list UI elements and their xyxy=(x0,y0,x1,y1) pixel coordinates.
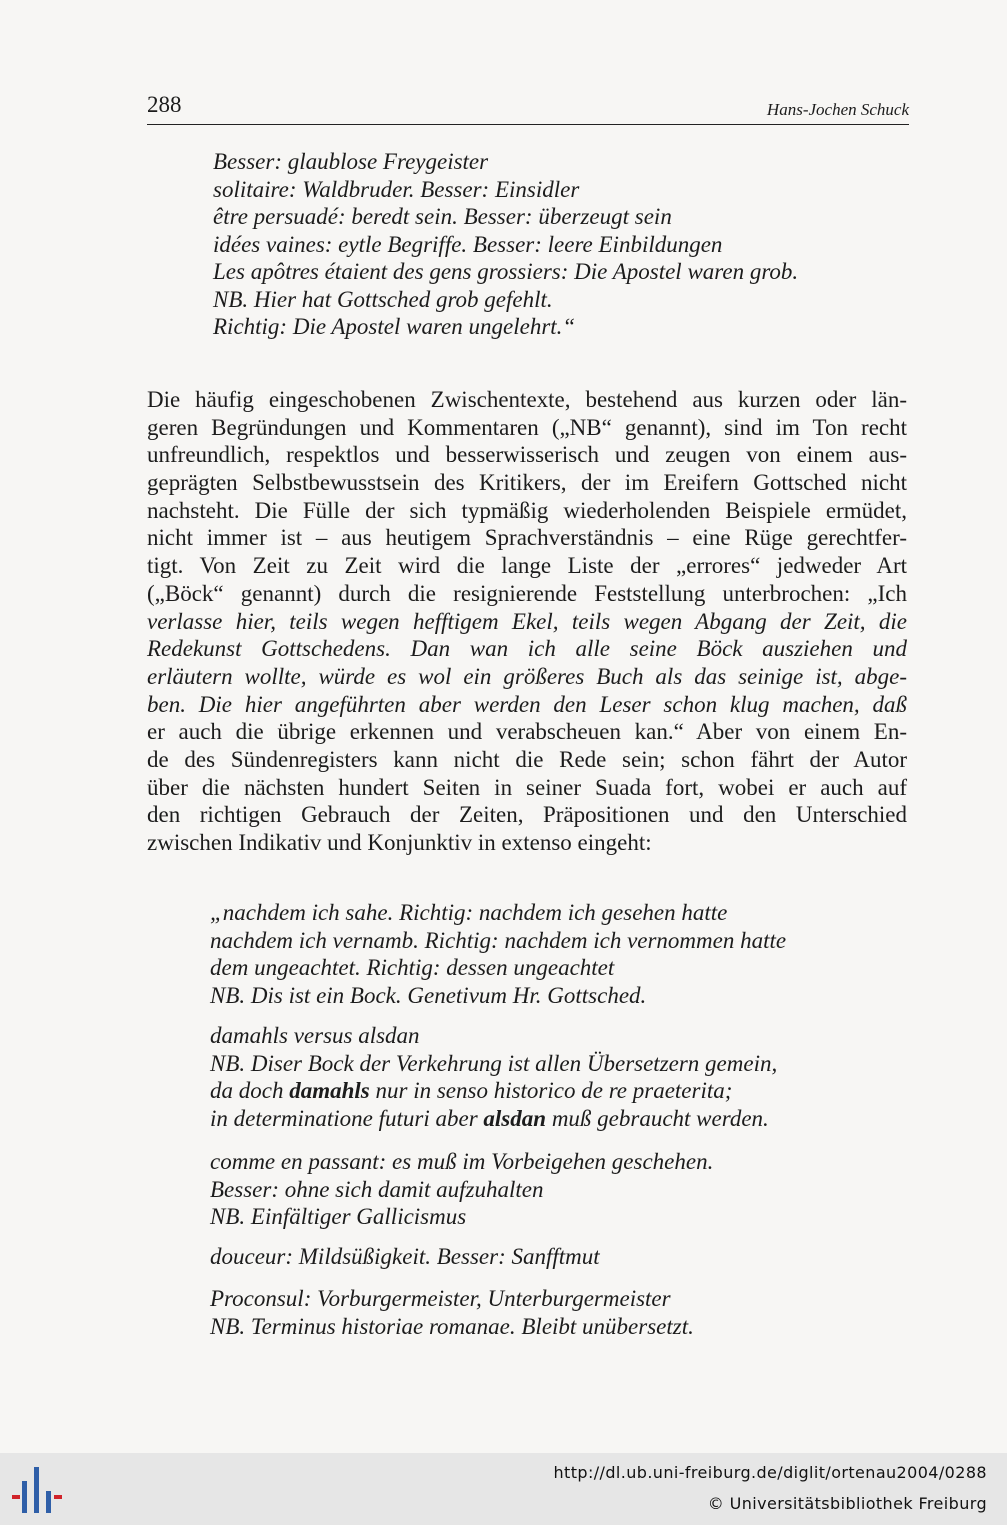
bold-term-damahls: damahls xyxy=(289,1078,370,1103)
body-line: geprägten Selbstbewusstsein des Kritikers, der im Ereifern Gottsched nicht xyxy=(147,470,907,496)
quote-line: douceur: Mildsüßigkeit. Besser: Sanfftmut xyxy=(210,1244,600,1269)
quote-line: NB. Einfältiger Gallicismus xyxy=(210,1204,467,1229)
running-head: Hans-Jochen Schuck xyxy=(766,100,909,119)
page-header xyxy=(147,92,909,125)
body-line: Die häufig eingeschobenen Zwischentexte, bestehend aus kurzen oder län- xyxy=(147,387,907,412)
quote-line: Besser: glaublose Freygeister xyxy=(213,149,489,174)
body-line: verlasse hier, teils wegen hefftigem Ekel, teils wegen Abgang der Zeit, die xyxy=(147,608,907,634)
body-line: Redekunst Gottschedens. Dan wan ich alle seine Böck ausziehen und xyxy=(147,636,907,662)
body-line: tigt. Von Zeit zu Zeit wird die lange Liste der „errores“ jedweder Art xyxy=(147,553,907,579)
body-line: nachsteht. Die Fülle der sich typmäßig wiederholenden Beispiele ermüdet, xyxy=(147,497,907,523)
quote-text: in determinatione futuri aber xyxy=(210,1105,484,1131)
footer-bar xyxy=(0,1453,1007,1525)
quote-block-2b xyxy=(210,1022,777,1132)
source-url-link[interactable]: http://dl.ub.uni-freiburg.de/diglit/ortenau2004/0288 xyxy=(553,1463,987,1482)
quote-line xyxy=(210,1077,777,1105)
body-line: geren Begründungen und Kommentaren („NB“ genannt), sind im Ton recht xyxy=(147,414,907,440)
quote-line: NB. Diser Bock der Verkehrung ist allen Übersetzern gemein, xyxy=(210,1050,778,1076)
body-line: über die nächsten hundert Seiten in seiner Suada fort, wobei er auch auf xyxy=(147,774,907,800)
quote-text: nur in senso historico de re praeterita; xyxy=(369,1078,733,1103)
bold-term-alsdan: alsdan xyxy=(483,1105,547,1131)
quote-text: muß gebraucht werden. xyxy=(546,1105,769,1131)
quote-line xyxy=(210,1105,777,1133)
quote-line: damahls versus alsdan xyxy=(210,1023,420,1048)
quote-line: solitaire: Waldbruder. Besser: Einsidler xyxy=(213,176,580,202)
body-line: zwischen Indikativ und Konjunktiv in extenso eingeht: xyxy=(147,830,652,855)
body-line: erläutern wollte, würde es wol ein größeres Buch als das seinige ist, abge- xyxy=(147,663,907,689)
quote-line: dem ungeachtet. Richtig: dessen ungeachtet xyxy=(210,955,615,980)
quote-line: Proconsul: Vorburgermeister, Unterburgermeister xyxy=(210,1286,671,1311)
quote-block-2c xyxy=(210,1148,713,1231)
page-number: 288 xyxy=(147,92,182,117)
quote-line: être persuadé: beredt sein. Besser: überzeugt sein xyxy=(213,204,672,229)
quote-line: Les apôtres étaient des gens grossiers: Die Apostel waren grob. xyxy=(213,259,799,284)
quote-line: NB. Dis ist ein Bock. Genetivum Hr. Gottsched. xyxy=(210,982,647,1008)
quote-block-2a xyxy=(210,899,786,1009)
quote-text: da doch xyxy=(210,1078,290,1103)
quote-line: NB. Terminus historiae romanae. Bleibt unübersetzt. xyxy=(210,1313,694,1339)
body-line: nicht immer ist – aus heutigem Sprachverständnis – eine Rüge gerechtfer- xyxy=(147,525,907,551)
body-line: („Böck“ genannt) durch die resignierende Feststellung unterbrochen: „Ich xyxy=(147,580,907,606)
quote-line: NB. Hier hat Gottsched grob gefehlt. xyxy=(213,286,553,312)
quote-line: nachdem ich vernamb. Richtig: nachdem ich vernommen hatte xyxy=(210,927,787,953)
quote-line: Besser: ohne sich damit aufzuhalten xyxy=(210,1176,544,1202)
quote-line: Richtig: Die Apostel waren ungelehrt.“ xyxy=(213,314,576,339)
body-line: den richtigen Gebrauch der Zeiten, Präpositionen und den Unterschied xyxy=(147,802,907,828)
body-line: ben. Die hier angeführten aber werden den Leser schon klug machen, daß xyxy=(147,691,907,717)
quote-block-2d xyxy=(210,1243,600,1271)
quote-line: idées vaines: eytle Begriffe. Besser: leere Einbildungen xyxy=(213,231,723,257)
quote-block-2e xyxy=(210,1285,694,1340)
copyright-notice: © Universitätsbibliothek Freiburg xyxy=(707,1494,987,1513)
body-line: er auch die übrige erkennen und verabscheuen kan.“ Aber von einem En- xyxy=(147,719,907,745)
body-paragraph xyxy=(147,386,907,857)
body-line: unfreundlich, respektlos und besserwisserisch und zeugen von einem aus- xyxy=(147,442,907,468)
body-line: de des Sündenregisters kann nicht die Rede sein; schon fährt der Autor xyxy=(147,746,907,772)
quote-line: comme en passant: es muß im Vorbeigehen geschehen. xyxy=(210,1149,714,1174)
ub-freiburg-logo-icon xyxy=(12,1467,64,1513)
quote-block-1 xyxy=(213,148,798,341)
quote-line: „nachdem ich sahe. Richtig: nachdem ich gesehen hatte xyxy=(210,900,728,925)
